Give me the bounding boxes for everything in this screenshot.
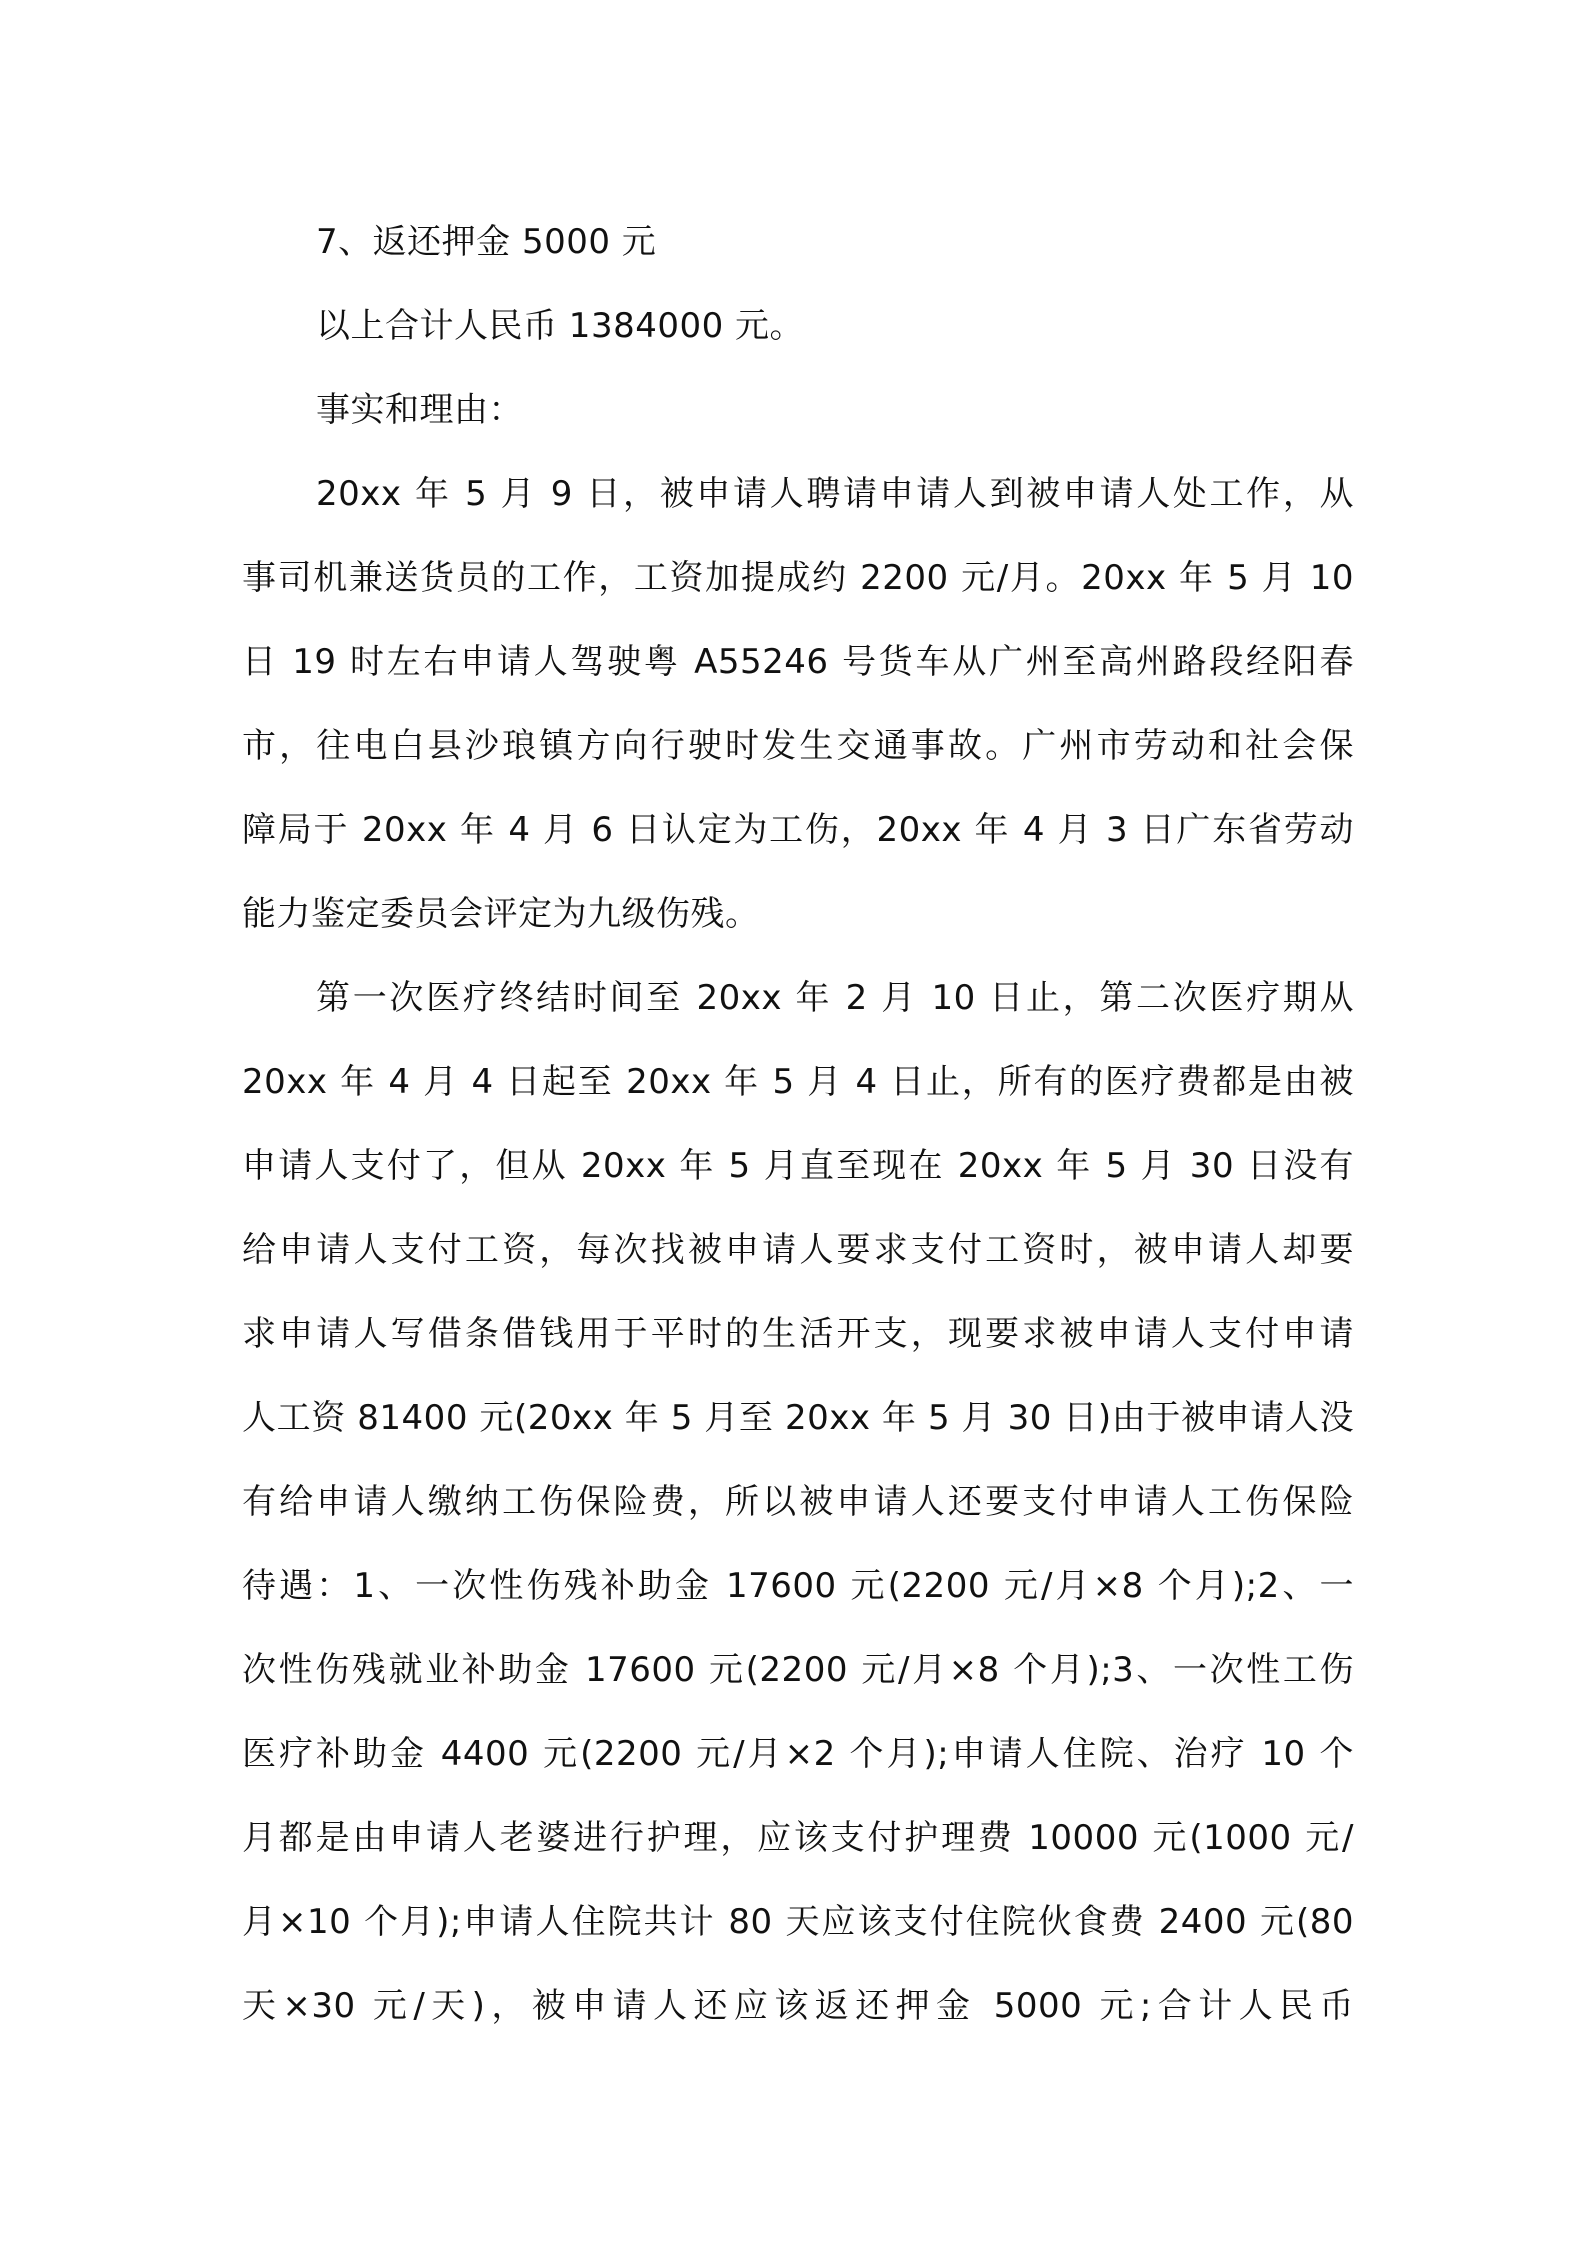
text-line: 人工资 81400 元(20xx 年 5 月至 20xx 年 5 月 30 日)由于被申请人没 — [242, 1398, 1354, 1438]
text-line: 月都是由申请人老婆进行护理，应该支付护理费 10000 元(1000 元/ — [242, 1818, 1354, 1858]
text-line: 求申请人写借条借钱用于平时的生活开支，现要求被申请人支付申请 — [242, 1314, 1354, 1354]
text-line: 能力鉴定委员会评定为九级伤残。 — [242, 894, 760, 934]
text-line: 障局于 20xx 年 4 月 6 日认定为工伤，20xx 年 4 月 3 日广东省劳动 — [242, 810, 1354, 850]
text-line: 次性伤残就业补助金 17600 元(2200 元/月×8 个月);3、一次性工伤 — [242, 1650, 1354, 1690]
text-line: 7、返还押金 5000 元 — [316, 222, 657, 262]
document-body — [242, 200, 1354, 2048]
text-line: 事实和理由： — [316, 390, 523, 430]
text-line: 20xx 年 4 月 4 日起至 20xx 年 5 月 4 日止，所有的医疗费都是由被 — [242, 1062, 1354, 1102]
text-line: 医疗补助金 4400 元(2200 元/月×2 个月);申请人住院、治疗 10 个 — [242, 1734, 1354, 1774]
text-line: 申请人支付了，但从 20xx 年 5 月直至现在 20xx 年 5 月 30 日没有 — [242, 1146, 1354, 1186]
text-line: 日 19 时左右申请人驾驶粤 A55246 号货车从广州至高州路段经阳春 — [242, 642, 1354, 682]
text-line: 以上合计人民币 1384000 元。 — [316, 306, 805, 346]
text-line: 月×10 个月);申请人住院共计 80 天应该支付住院伙食费 2400 元(80 — [242, 1902, 1354, 1942]
text-line: 事司机兼送货员的工作，工资加提成约 2200 元/月。20xx 年 5 月 10 — [242, 558, 1354, 598]
text-line: 给申请人支付工资，每次找被申请人要求支付工资时，被申请人却要 — [242, 1230, 1354, 1270]
text-line: 第一次医疗终结时间至 20xx 年 2 月 10 日止，第二次医疗期从 — [316, 978, 1354, 1018]
text-line: 有给申请人缴纳工伤保险费，所以被申请人还要支付申请人工伤保险 — [242, 1482, 1354, 1522]
text-line: 20xx 年 5 月 9 日，被申请人聘请申请人到被申请人处工作，从 — [316, 474, 1354, 514]
text-line: 待遇：1、一次性伤残补助金 17600 元(2200 元/月×8 个月);2、一 — [242, 1566, 1354, 1606]
text-line: 市，往电白县沙琅镇方向行驶时发生交通事故。广州市劳动和社会保 — [242, 726, 1354, 766]
text-line: 天×30 元/天)，被申请人还应该返还押金 5000 元;合计人民币 — [242, 1986, 1354, 2026]
